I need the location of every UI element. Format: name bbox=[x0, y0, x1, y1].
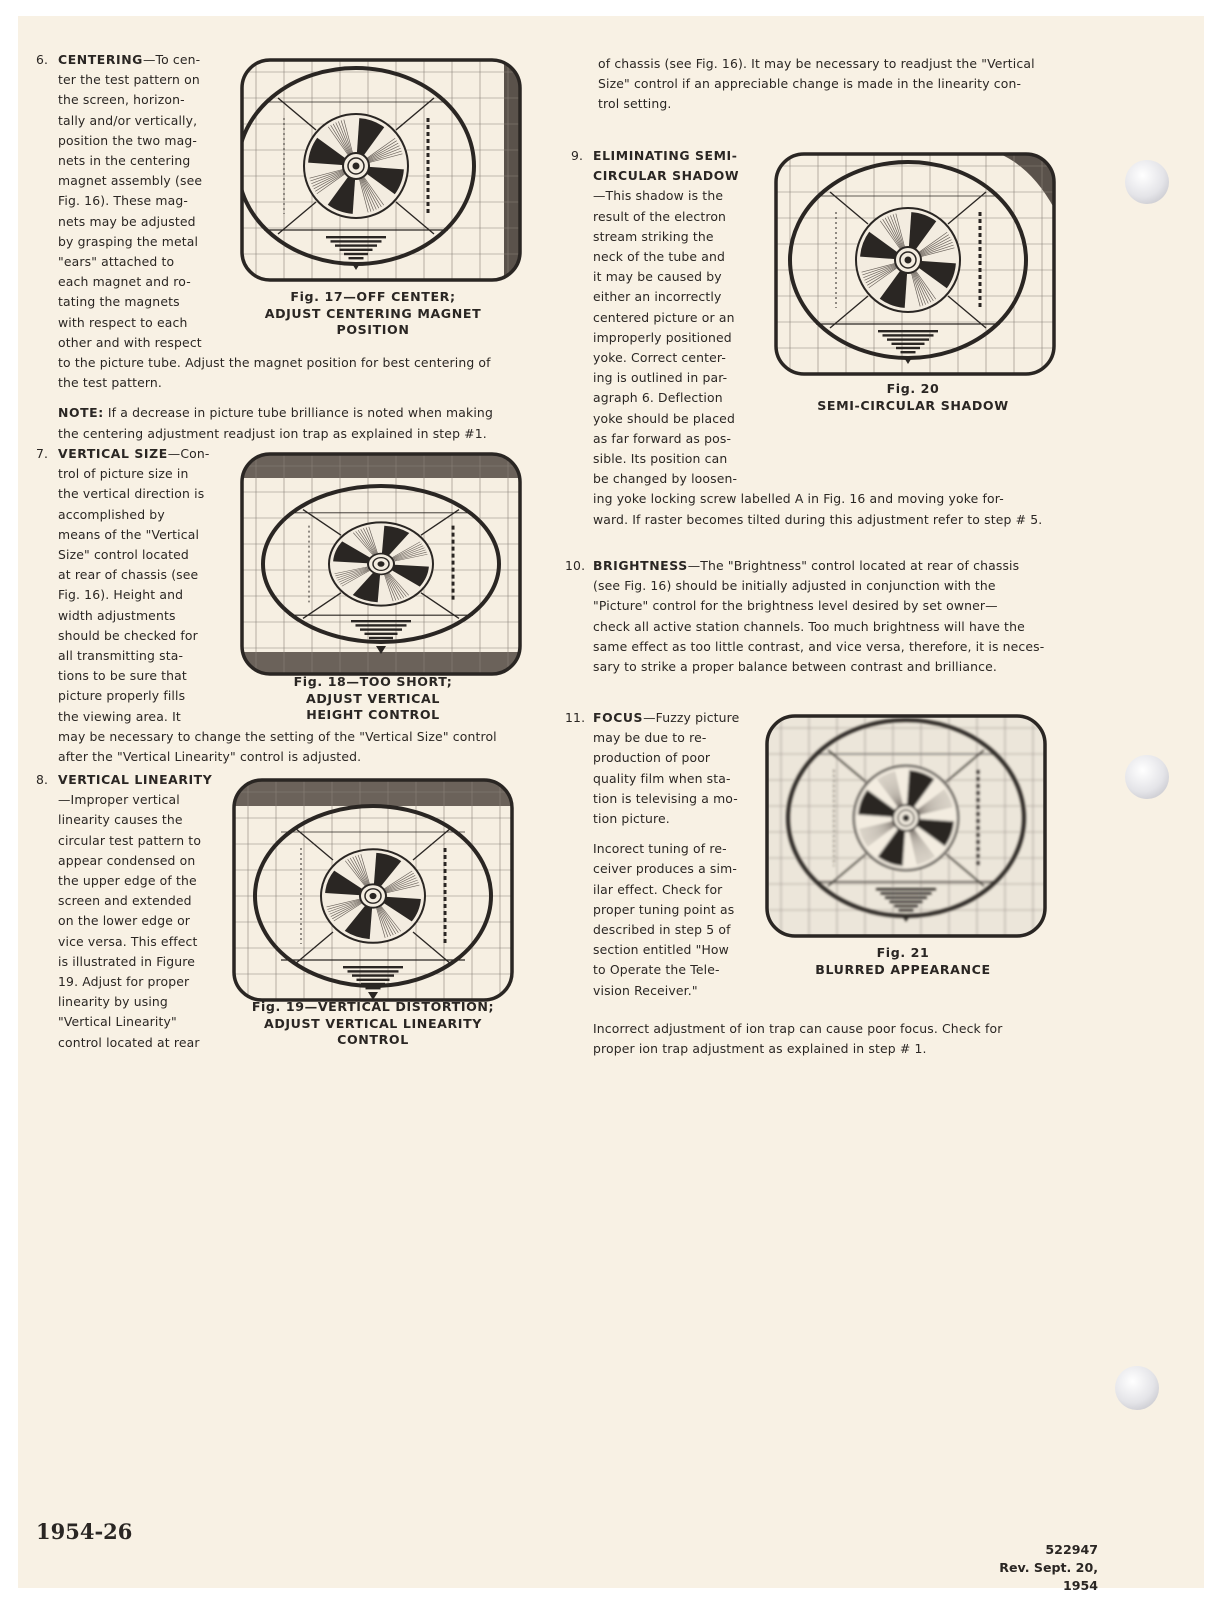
page-number: 1954-26 bbox=[36, 1519, 133, 1544]
step-7-text: 7. VERTICAL SIZE—Con- trol of picture size in the vertical direction is accomplished by means of the "Vertical Size" control located at rear of chassis (see Fig. 16). Height and width adjustments should be checked for all transmitting sta- tions to be sure that picture properly fills the viewing area. It may be necessary to change the setting of the "Vertical Size" control after the "Vertical Linearity" control is adjusted. bbox=[36, 446, 497, 765]
step-6-heading: CENTERING bbox=[58, 52, 143, 67]
step-10-text: 10. BRIGHTNESS—The "Brightness" control located at rear of chassis (see Fig. 16) should be initially adjusted in conjunction with the "Picture" control for the brightness level desired by set owner— check all active station channels. Too much brightness will have the same effect as too little contrast, and vice versa, therefore, it is neces- sary to strike a proper balance between contrast and brilliance. bbox=[565, 558, 1045, 675]
fig-18-test-pattern bbox=[236, 448, 526, 680]
step-10-heading: BRIGHTNESS bbox=[593, 558, 688, 573]
step-6-note: NOTE: If a decrease in picture tube brilliance is noted when making bbox=[58, 405, 493, 421]
step-8-text: 8. VERTICAL LINEARITY —Improper vertical linearity causes the circular test pattern to appear condensed on the upper edge of the screen and extended on the lower edge or vice versa. This effect is illustrated in Figure 19. Adjust for proper linearity by using "Vertical Linearity" control located at rear bbox=[36, 772, 213, 1050]
fig-17-test-pattern bbox=[236, 54, 526, 286]
step-9-text: 9. ELIMINATING SEMI- CIRCULAR SHADOW —This shadow is the result of the electron stream striking the neck of the tube and it may be caused by either an incorrectly centered picture or an improperly positioned yoke. Correct center- ing is outlined in par- agraph 6. Deflection yoke should be placed as far forward as pos- sible. Its position can be changed by loosen- ing yoke locking screw labelled A in Fig. 16 and moving yoke for- ward. If raster becomes tilted during this adjustment refer to step # 5. bbox=[571, 148, 1043, 527]
doc-number: 522947 bbox=[1045, 1542, 1098, 1557]
step-9-heading: ELIMINATING SEMI- bbox=[593, 148, 738, 163]
fig-19-caption: Fig. 19—VERTICAL DISTORTION; ADJUST VERTICAL LINEARITY CONTROL bbox=[251, 999, 495, 1047]
fig-17-caption: Fig. 17—OFF CENTER; ADJUST CENTERING MAGNET POSITION bbox=[264, 289, 482, 337]
binder-hole-bottom bbox=[1115, 1366, 1159, 1410]
step-6-text: 6. CENTERING—To cen- ter the test pattern on the screen, horizon- tally and/or vertically, position the two mag- nets in the centering magnet assembly (see Fig. 16). These mag- nets may be adjusted by grasping the metal "ears" attached to each magnet and ro- tating the magnets with respect to each other and with respect to the picture tube. Adjust the magnet position for best centering of the test pattern. NOTE: If a decrease in picture tube brilliance is noted when making the centering adjustment readjust ion trap as explained in step #1. bbox=[36, 50, 546, 444]
revision-date: Rev. Sept. 20, 1954 bbox=[999, 1560, 1098, 1593]
fig-20-test-pattern bbox=[770, 148, 1060, 380]
fig-21-caption: Fig. 21 BLURRED APPEARANCE bbox=[815, 945, 991, 977]
manual-page bbox=[18, 16, 1204, 1593]
step-7-heading: VERTICAL SIZE bbox=[58, 446, 168, 461]
binder-hole-middle bbox=[1125, 755, 1169, 799]
fig-20-caption: Fig. 20 SEMI-CIRCULAR SHADOW bbox=[817, 381, 1009, 413]
step-11-text: 11. FOCUS—Fuzzy picture may be due to re- production of poor quality film when sta- tion is televising a mo- tion picture. Incorect tuning of re- ceiver produces a sim- ilar effect. Check for proper tuning point as described in step 5 of section entitled "How to Operate the Tele- vision Receiver." Incorrect adjustment of ion trap can cause poor focus. Check for proper ion trap adjustment as explained in step # 1. bbox=[565, 710, 1003, 1057]
step-8-continued: of chassis (see Fig. 16). It may be necessary to readjust the "Vertical Size" control if an appreciable change is made in the linearity con- trol setting. bbox=[598, 56, 1035, 112]
step-6-line: 6. CENTERING—To cen- bbox=[36, 52, 201, 67]
fig-18-caption: Fig. 18—TOO SHORT; ADJUST VERTICAL HEIGHT CONTROL bbox=[293, 674, 453, 722]
doc-number-block bbox=[968, 1541, 1098, 1595]
step-8-heading: VERTICAL LINEARITY bbox=[58, 772, 213, 787]
binder-hole-top bbox=[1125, 160, 1169, 204]
fig-19-test-pattern bbox=[228, 774, 518, 1006]
fig-21-test-pattern bbox=[761, 710, 1051, 942]
step-11-heading: FOCUS bbox=[593, 710, 644, 725]
